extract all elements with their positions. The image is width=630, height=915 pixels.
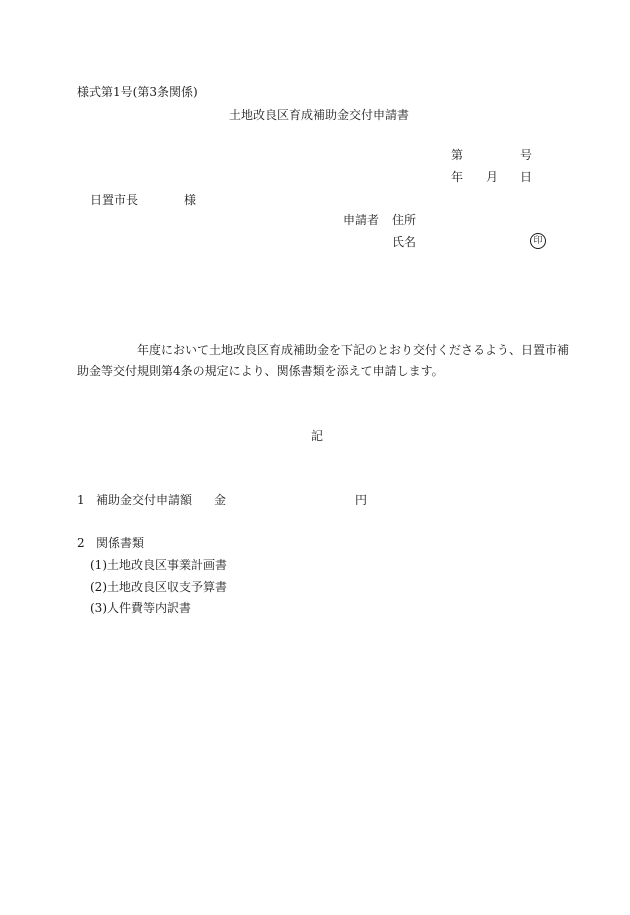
recipient-honorific: 様 bbox=[184, 193, 197, 207]
item2-label: 関係書類 bbox=[96, 536, 145, 550]
item1-number: 1 bbox=[77, 493, 85, 507]
ki-heading: 記 bbox=[311, 429, 324, 443]
item1-label: 補助金交付申請額 bbox=[96, 493, 193, 507]
date-day: 日 bbox=[520, 170, 533, 184]
doc-number-go: 号 bbox=[520, 148, 533, 162]
item1-kin: 金 bbox=[214, 493, 227, 507]
date-month: 月 bbox=[486, 170, 499, 184]
address-label: 住所 bbox=[392, 213, 417, 227]
date-year: 年 bbox=[451, 170, 464, 184]
seal-icon: 印 bbox=[530, 233, 546, 249]
body-line-1: 年度において土地改良区育成補助金を下記のとおり交付くださるよう、日置市補 bbox=[137, 343, 570, 357]
related-document-3: (3)人件費等内訳書 bbox=[90, 601, 191, 615]
body-line-2: 助金等交付規則第4条の規定により、関係書類を添えて申請します。 bbox=[77, 364, 444, 378]
item1-yen: 円 bbox=[355, 493, 368, 507]
item2-number: 2 bbox=[77, 536, 85, 550]
recipient-name: 日置市長 bbox=[90, 193, 139, 207]
doc-number-dai: 第 bbox=[451, 148, 464, 162]
form-number: 様式第1号(第3条関係) bbox=[77, 85, 198, 99]
applicant-label: 申請者 bbox=[343, 213, 380, 227]
related-document-1: (1)土地改良区事業計画書 bbox=[90, 558, 227, 572]
name-label: 氏名 bbox=[392, 235, 417, 249]
document-title: 土地改良区育成補助金交付申請書 bbox=[229, 108, 410, 122]
related-document-2: (2)土地改良区収支予算書 bbox=[90, 580, 227, 594]
